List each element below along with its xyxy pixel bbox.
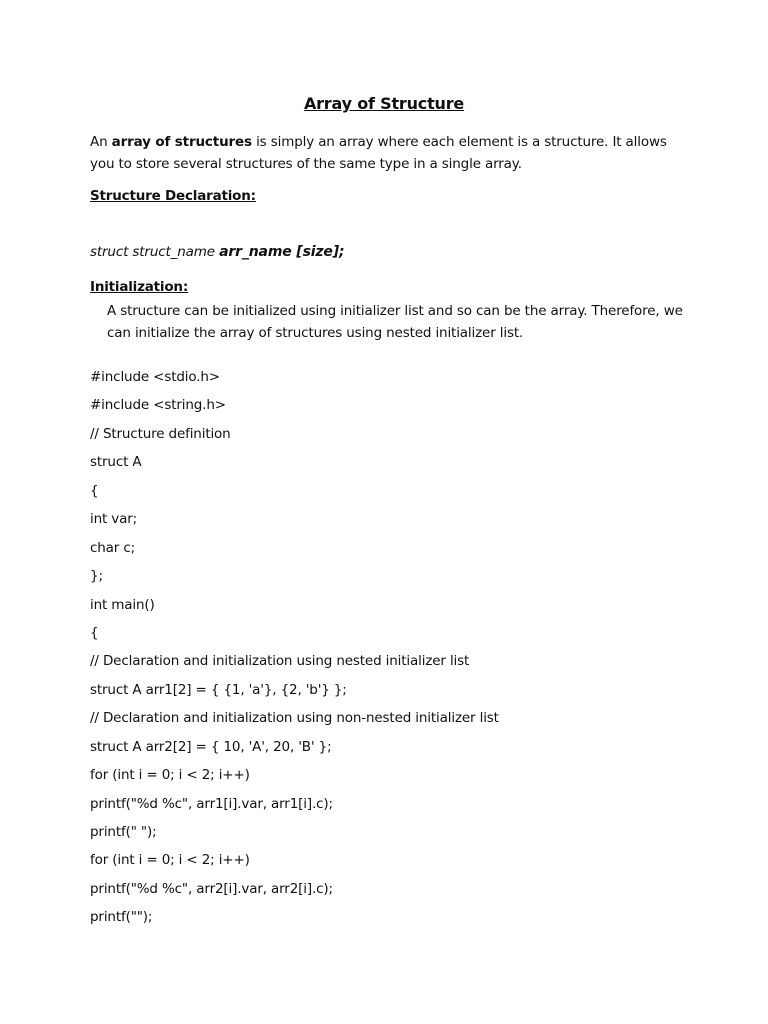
code-line: // Declaration and initialization using nested initializer list	[90, 653, 470, 670]
code-line: };	[90, 568, 103, 585]
intro-rest: is simply an array where each element is a structure. It allows you to store several structures of the same type in a single array.	[90, 134, 667, 172]
intro-prefix: An	[90, 134, 112, 150]
code-line: printf("%d %c", arr2[i].var, arr2[i].c);	[90, 880, 333, 897]
code-line: printf("%d %c", arr1[i].var, arr1[i].c);	[90, 795, 333, 812]
code-listing	[90, 366, 499, 935]
code-line: struct A arr1[2] = { {1, 'a'}, {2, 'b'} };	[90, 681, 347, 698]
code-line: // Structure definition	[90, 425, 231, 442]
code-line: int main()	[90, 596, 155, 613]
structure-declaration-heading: Structure Declaration:	[90, 188, 256, 204]
syntax-array-name: arr_name [size];	[219, 244, 345, 260]
declaration-syntax	[90, 244, 344, 260]
code-line: struct A arr2[2] = { 10, 'A', 20, 'B' };	[90, 738, 332, 755]
intro-paragraph	[90, 131, 690, 175]
code-line: for (int i = 0; i < 2; i++)	[90, 852, 250, 869]
code-line: {	[90, 482, 99, 499]
code-line: char c;	[90, 539, 136, 556]
syntax-struct-name: struct struct_name	[90, 244, 220, 260]
code-line: #include <stdio.h>	[90, 369, 220, 385]
initialization-paragraph: A structure can be initialized using initializer list and so can be the array. Therefore, we can initialize the array of structures using nested initializer list.	[107, 303, 683, 341]
code-line: int var;	[90, 511, 138, 528]
initialization-heading: Initialization:	[90, 279, 189, 295]
code-line: for (int i = 0; i < 2; i++)	[90, 767, 250, 784]
code-line: struct A	[90, 454, 142, 471]
code-line: printf(" ");	[90, 824, 157, 840]
document-title: Array of Structure	[303, 94, 465, 113]
code-line: // Declaration and initialization using non-nested initializer list	[90, 710, 499, 727]
code-line: #include <string.h>	[90, 397, 226, 414]
intro-bold-term: array of structures	[111, 134, 252, 150]
code-line: printf("");	[90, 909, 153, 926]
code-line: {	[90, 624, 99, 641]
